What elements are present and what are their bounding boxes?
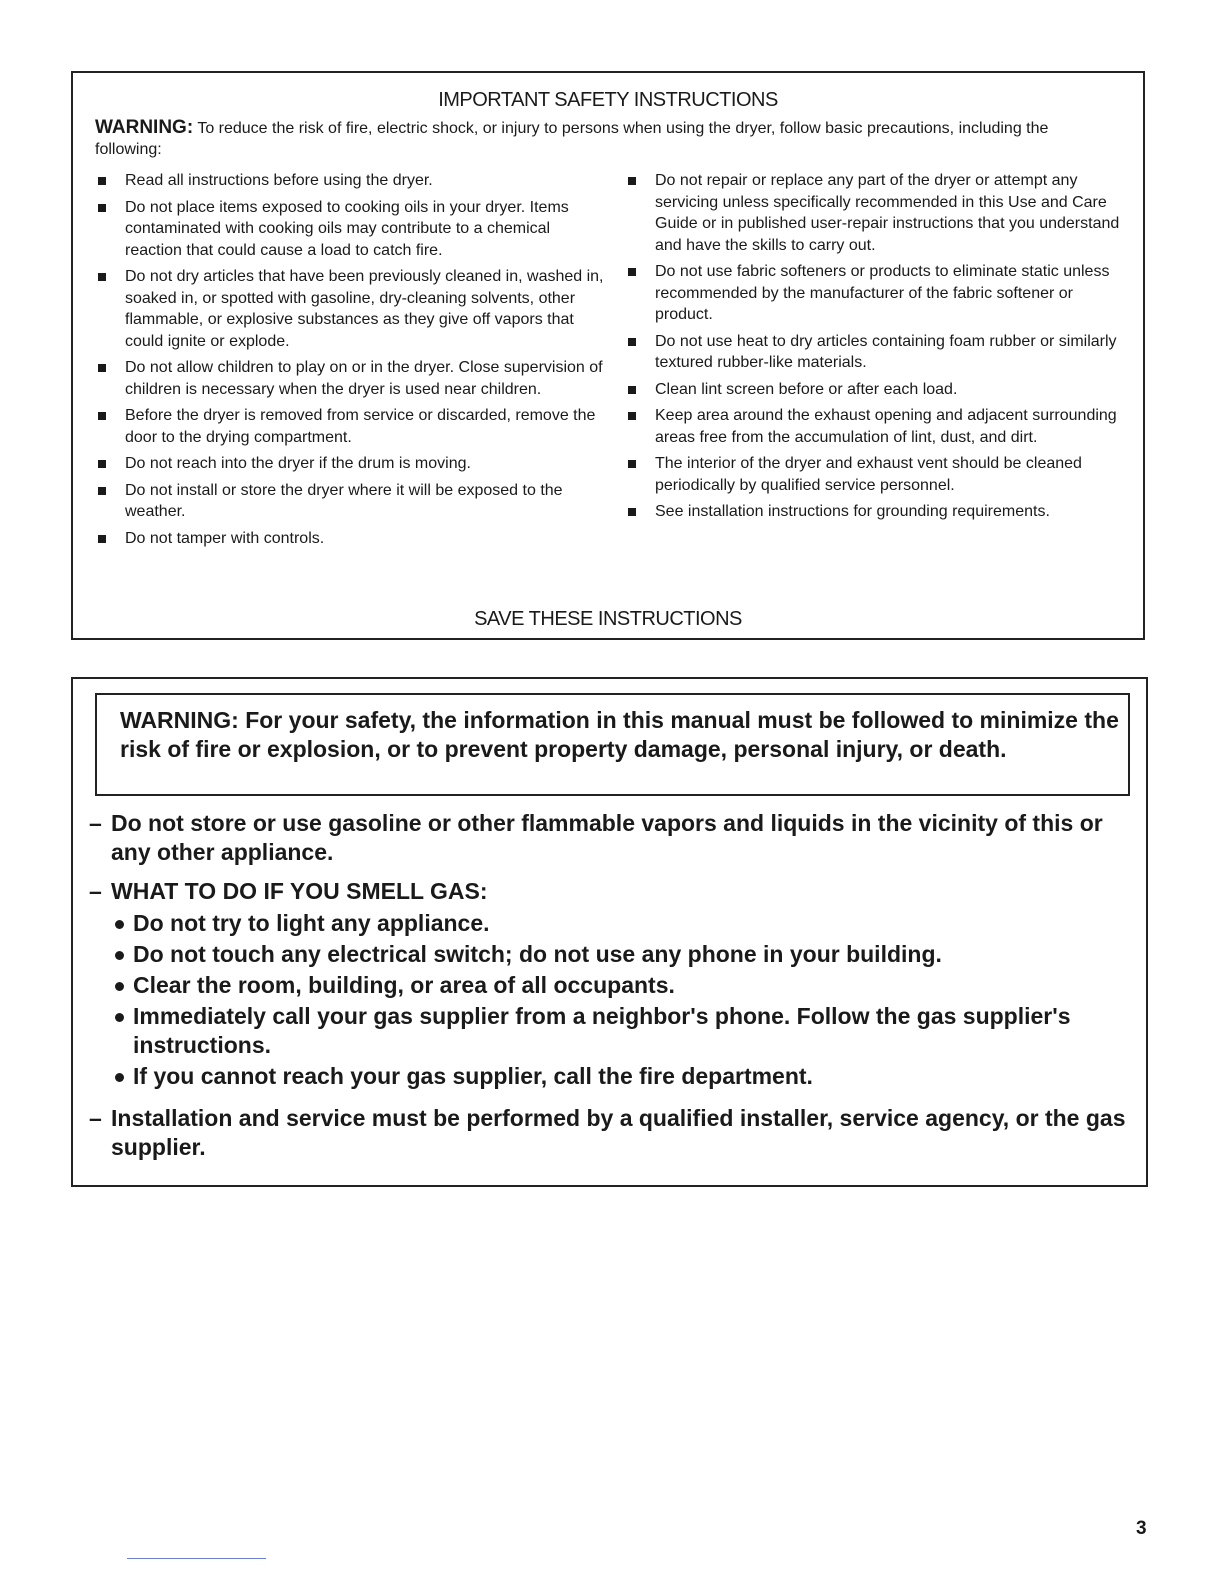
list-item: Do not allow children to play on or in the dryer. Close supervision of children is necessary when the dryer is used near children. [95, 357, 605, 400]
list-item: Clean lint screen before or after each load. [625, 379, 1125, 401]
sub-list-item: If you cannot reach your gas supplier, call the fire department. [89, 1062, 1129, 1091]
square-bullet-icon [628, 338, 636, 346]
page-number: 3 [1136, 1518, 1147, 1539]
square-bullet-icon [98, 460, 106, 468]
round-bullet-icon [115, 920, 124, 929]
warning-text: To reduce the risk of fire, electric shock, or injury to persons when using the dryer, follow basic precautions, including the following: [95, 120, 1049, 158]
save-instructions-footer: SAVE THESE INSTRUCTIONS [474, 608, 742, 630]
square-bullet-icon [628, 177, 636, 185]
list-item: – WHAT TO DO IF YOU SMELL GAS: [89, 878, 488, 904]
square-bullet-icon [98, 412, 106, 420]
left-instruction-list [95, 170, 605, 554]
list-item: Do not dry articles that have been previously cleaned in, washed in, soaked in, or spotted with gasoline, dry-cleaning solvents, other flammable, or explosive substances as they give off vapors that could ignite or explode. [95, 266, 605, 352]
list-item: Do not place items exposed to cooking oils in your dryer. Items contaminated with cooking oils may contribute to a chemical reaction that could cause a load to catch fire. [95, 197, 605, 262]
square-bullet-icon [628, 508, 636, 516]
list-item: Do not use fabric softeners or products to eliminate static unless recommended by the manufacturer of the fabric softener or product. [625, 261, 1125, 326]
safety-title: IMPORTANT SAFETY INSTRUCTIONS [438, 89, 778, 111]
square-bullet-icon [628, 268, 636, 276]
square-bullet-icon [98, 535, 106, 543]
dash-marker: – [89, 1105, 102, 1131]
warning-label: WARNING: [95, 117, 194, 138]
important-safety-box [71, 71, 1145, 640]
list-item: See installation instructions for grounding requirements. [625, 501, 1125, 523]
gas-instruction-list [89, 809, 1129, 1162]
square-bullet-icon [98, 364, 106, 372]
round-bullet-icon [115, 1013, 124, 1022]
gas-warning-header: WARNING: For your safety, the information in this manual must be followed to minimize the risk of fire or explosion, or to prevent property damage, personal injury, or death. [95, 693, 1130, 796]
sub-list-item: Clear the room, building, or area of all occupants. [89, 971, 1129, 1000]
list-item: Do not install or store the dryer where it will be exposed to the weather. [95, 480, 605, 523]
list-item: Read all instructions before using the dryer. [95, 170, 605, 192]
list-item: Before the dryer is removed from service or discarded, remove the door to the drying compartment. [95, 405, 605, 448]
safety-warning [95, 117, 1105, 160]
gas-warning-box [71, 677, 1148, 1187]
sub-list-item: Do not touch any electrical switch; do not use any phone in your building. [89, 940, 1129, 969]
list-item: – Installation and service must be performed by a qualified installer, service agency, or the gas supplier. [89, 1105, 1126, 1160]
list-item: Do not tamper with controls. [95, 528, 605, 550]
list-item: Do not use heat to dry articles containing foam rubber or similarly textured rubber-like materials. [625, 331, 1125, 374]
round-bullet-icon [115, 982, 124, 991]
square-bullet-icon [98, 487, 106, 495]
divider [127, 1558, 266, 1559]
dash-marker: – [89, 810, 102, 836]
list-item: The interior of the dryer and exhaust vent should be cleaned periodically by qualified service personnel. [625, 453, 1125, 496]
square-bullet-icon [98, 204, 106, 212]
square-bullet-icon [628, 460, 636, 468]
round-bullet-icon [115, 1073, 124, 1082]
sub-list-item: Immediately call your gas supplier from a neighbor's phone. Follow the gas supplier's instructions. [89, 1002, 1129, 1060]
right-instruction-list [625, 170, 1125, 528]
dash-marker: – [89, 878, 102, 904]
square-bullet-icon [628, 412, 636, 420]
list-item: – Do not store or use gasoline or other flammable vapors and liquids in the vicinity of this or any other appliance. [89, 810, 1103, 865]
round-bullet-icon [115, 951, 124, 960]
square-bullet-icon [98, 177, 106, 185]
square-bullet-icon [98, 273, 106, 281]
list-item: Do not reach into the dryer if the drum is moving. [95, 453, 605, 475]
list-item: Keep area around the exhaust opening and adjacent surrounding areas free from the accumulation of lint, dust, and dirt. [625, 405, 1125, 448]
sub-list-item: Do not try to light any appliance. [89, 909, 1129, 938]
square-bullet-icon [628, 386, 636, 394]
list-item: Do not repair or replace any part of the dryer or attempt any servicing unless specifically recommended in this Use and Care Guide or in published user-repair instructions that you understand and have the skills to carry out. [625, 170, 1125, 256]
